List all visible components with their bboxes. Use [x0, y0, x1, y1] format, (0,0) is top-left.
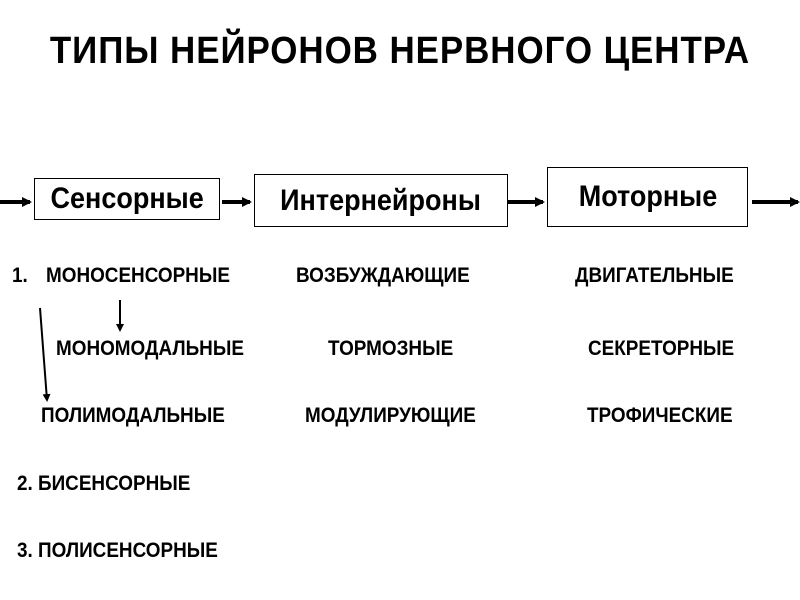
monosensory-label: МОНОСЕНСОРНЫЕ [46, 264, 230, 287]
mono-number: 1. [12, 264, 28, 287]
sensory-box [34, 178, 220, 220]
interneurons-box [254, 174, 508, 227]
secretory-label: СЕКРЕТОРНЫЕ [588, 337, 735, 360]
interneurons-box-label: Интернейроны [280, 183, 482, 217]
trophic-label: ТРОФИЧЕСКИЕ [587, 404, 733, 427]
monomodal-label: МОНОМОДАЛЬНЫЕ [56, 337, 244, 360]
modulating-label: МОДУЛИРУЮЩИЕ [305, 404, 476, 427]
bisensory-label: 2. БИСЕНСОРНЫЕ [17, 472, 191, 495]
inhibitory-label: ТОРМОЗНЫЕ [328, 337, 454, 360]
motor-type-label: ДВИГАТЕЛЬНЫЕ [575, 264, 734, 287]
sensory-box-label: Сенсорные [50, 182, 204, 215]
motor-box-label: Моторные [578, 180, 717, 213]
motor-box [547, 167, 748, 227]
page-title: ТИПЫ НЕЙРОНОВ НЕРВНОГО ЦЕНТРА [49, 30, 751, 72]
polymodal-label: ПОЛИМОДАЛЬНЫЕ [41, 404, 225, 427]
mono-to-polymodal-arrow [40, 308, 47, 400]
excitatory-label: ВОЗБУЖДАЮЩИЕ [296, 264, 470, 287]
polysensory-label: 3. ПОЛИСЕНСОРНЫЕ [17, 539, 218, 562]
